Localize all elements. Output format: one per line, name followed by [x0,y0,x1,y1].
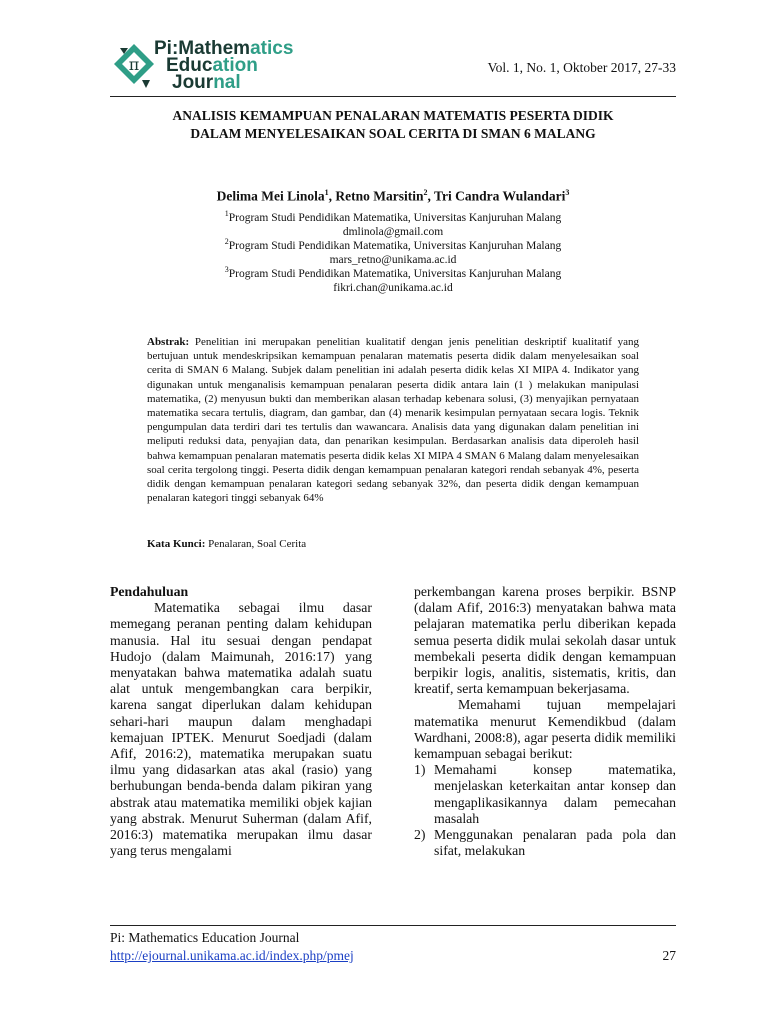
author-list: Delima Mei Linola$^1$, Retno Marsitin$^2$, Tri Candra Wulandari$^3$ [216,188,570,204]
footer-divider [110,925,676,926]
page-number: 27 [662,948,676,963]
body-column-right [414,584,676,859]
list-item: 2) Menggunakan penalaran pada pola dan sifat, melakukan [414,827,676,859]
author-email: mars_retno@unikama.ac.id [329,253,457,266]
logo-pi-prefix: Pi: [154,38,179,59]
abstract [147,335,639,505]
section-heading: Pendahuluan [110,584,189,599]
paper-title: ANALISIS KEMAMPUAN PENALARAN MATEMATIS PESERTA DIDIK DALAM MENYELESAIKAN SOAL CERITA DI SMAN 6 MALANG [172,108,614,141]
list-item: 1) Memahami konsep matematika, menjelaskan keterkaitan antar konsep dan mengaplikasikannya dalam pemecahan masalah [414,762,676,826]
volume-info: Vol. 1, No. 1, Oktober 2017, 27-33 [487,60,676,75]
logo-pi-symbol: π [128,55,140,74]
abstract-label: Abstrak: [147,336,190,348]
footer-journal-name: Pi: Mathematics Education Journal [110,930,300,945]
logo-pi-diamond-icon [112,42,156,94]
body-column-left [110,584,372,859]
body-paragraph: Matematika sebagai ilmu dasar memegang peranan penting dalam kehidupan manusia. Hal itu sesuai dengan pendapat Hudojo (dalam Maimunah, 2016:17) yang menyatakan bahwa matematika adalah suatu alat untuk mengembangkan cara berpikir, karena sangat diperlukan dalam kehidupan sehari-hari maupun dalam menghadapi kemajuan IPTEK. Menurut Soedjadi (dalam Afif, 2016:2), matematika merupakan suatu ilmu yang didasarkan atas akal (rasio) yang berhubungan benda-benda dalam pikiran yang abstrak atau matematika memiliki objek kajian yang abstrak. Menurut Suherman (dalam Afif, 2016:3) matematika merupakan ilmu dasar yang terus mengalami [110,600,372,859]
author-email: fikri.chan@unikama.ac.id [333,281,453,294]
header-divider [110,96,676,97]
body-paragraph: Memahami tujuan mempelajari matematika menurut Kemendikbud (dalam Wardhani, 2008:8), agar peserta didik memiliki kemampuan sebagai berikut: [414,697,676,762]
body-paragraph: perkembangan karena proses berpikir. BSNP (dalam Afif, 2016:3) menyatakan bahwa mata pelajaran matematika perlu diberikan kepada semua peserta didik mulai sekolah dasar untuk membekali peserta didik dengan kemampuan berpikir logis, analitis, sistematis, kritis, dan kreatif, serta kemampuan bekerjasama. [414,584,676,697]
logo-wordmark: Pi:Mathematics Education Journal [154,38,294,93]
journal-url-link[interactable]: http://ejournal.unikama.ac.id/index.php/pmej [110,948,354,963]
affiliation-3: $^3$Program Studi Pendidikan Matematika, Universitas Kanjuruhan Malang fikri.chan@unikama.ac.id [110,263,676,295]
journal-logo [112,38,332,100]
author-email: dmlinola@gmail.com [342,225,444,238]
affiliation-2: $^2$Program Studi Pendidikan Matematika, Universitas Kanjuruhan Malang mars_retno@unikama.ac.id [110,235,676,267]
abstract-text: Penelitian ini merupakan penelitian kualitatif dengan jenis penelitian deskriptif kualitatif yang bertujuan untuk mendeskripsikan kemampuan penalaran matematis peserta didik dalam menyelesaikan soal cerita di SMAN 6 Malang. Subjek dalam penelitian ini adalah peserta didik kelas XI MIPA 4. Indikator yang digunakan untuk menganalisis kemampuan penalaran peserta didik antara lain (1 ) melakukan manipulasi matematika, (2) menyusun bukti dan memberikan alasan terhadap kebenara solusi, (3) menyajikan pernyataan matematika secara tertulis, diagram, dan gambar, dan (4) menarik kesimpulan pernyataan secara logis. Teknik pengumpulan data terdiri dari tes tertulis dan wawancara. Analisis data yang digunakan dalam penelitian ini meliputi reduksi data, penyajian data, dan penarikan kesimpulan. Berdasarkan analisis data diperoleh hasil bahwa kemampuan penalaran matematis peserta didik kelas XI MIPA 4 SMAN 6 Malang dalam menyelesaikan soal cerita tergolong tinggi. Peserta didik dengan kemampuan penalaran kategori rendah sebanyak 4%, peserta didik dengan kemampuan penalaran kategori sedang sebanyak 32%, dan peserta didik dengan kemampuan penalaran kategori tinggi sebanyak 64% [147,336,640,505]
affiliation-1: $^1$Program Studi Pendidikan Matematika, Universitas Kanjuruhan Malang dmlinola@gmail.com [110,207,676,239]
keywords: Kata Kunci: Penalaran, Soal Cerita [147,538,307,550]
